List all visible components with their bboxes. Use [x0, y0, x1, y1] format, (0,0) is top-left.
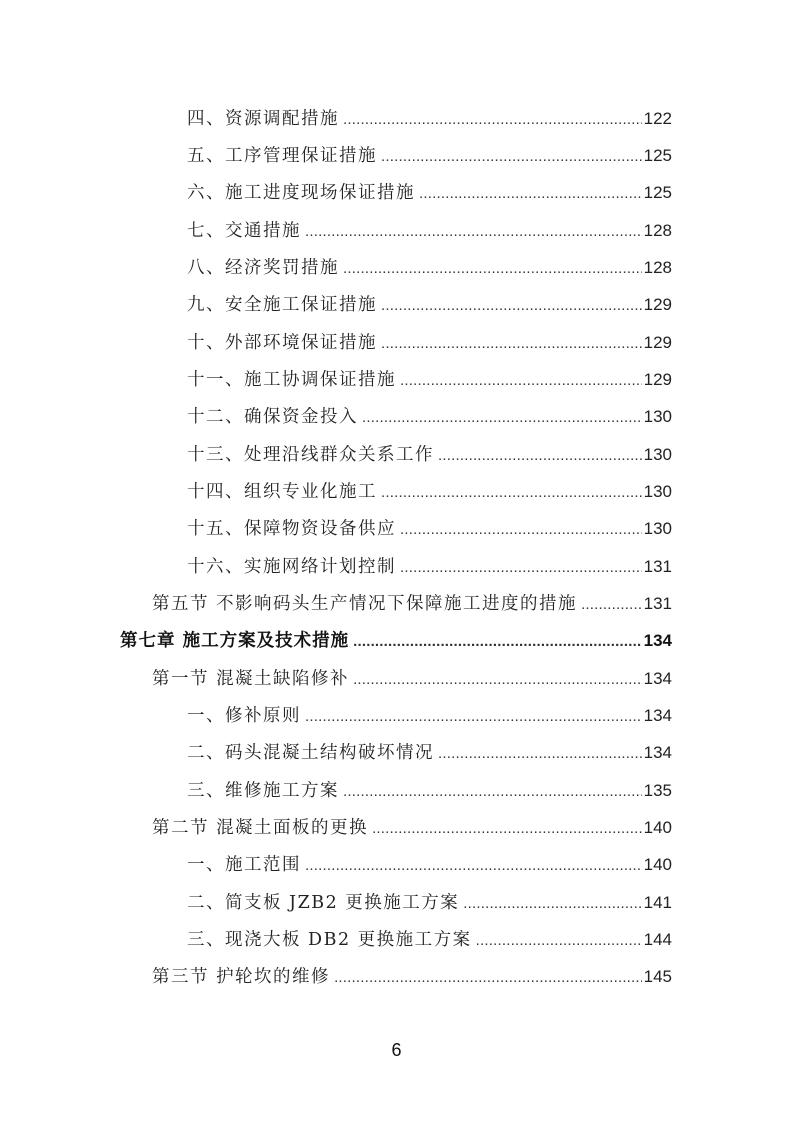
- toc-entry-title: 十五、保障物资设备供应: [187, 519, 396, 539]
- dot-leader: [362, 405, 642, 431]
- toc-entry[interactable]: [187, 927, 672, 953]
- toc-entry-page: 141: [643, 893, 672, 912]
- dot-leader: [381, 144, 642, 170]
- toc-section-entry[interactable]: [152, 964, 672, 990]
- toc-entry[interactable]: [187, 740, 672, 766]
- toc-entry-title: 第二节 混凝土面板的更换: [152, 818, 369, 838]
- dot-leader: [343, 107, 642, 133]
- toc-entry-page: 129: [643, 295, 672, 314]
- toc-entry-title: 二、码头混凝土结构破坏情况: [187, 743, 434, 763]
- toc-entry-page: 125: [643, 183, 672, 202]
- toc-section-entry[interactable]: [152, 815, 672, 841]
- toc-entry[interactable]: [187, 330, 672, 356]
- toc-entry[interactable]: [187, 218, 672, 244]
- toc-entry-page: 130: [643, 407, 672, 426]
- toc-entry-title: 六、施工进度现场保证措施: [187, 183, 415, 203]
- toc-entry-page: 131: [643, 557, 672, 576]
- dot-leader: [305, 853, 642, 879]
- toc-entry-page: 130: [643, 445, 672, 464]
- dot-leader: [305, 704, 642, 730]
- toc-entry-page: 128: [643, 221, 672, 240]
- toc-entry-title: 一、施工范围: [187, 855, 301, 875]
- toc-entry-title: 十二、确保资金投入: [187, 407, 358, 427]
- toc-entry-page: 134: [643, 669, 672, 688]
- toc-entry-title: 七、交通措施: [187, 221, 301, 241]
- dot-leader: [353, 667, 642, 693]
- toc-entry-title: 九、安全施工保证措施: [187, 295, 377, 315]
- toc-entry-title: 一、修补原则: [187, 706, 301, 726]
- toc-entry[interactable]: [187, 890, 672, 916]
- toc-entry-page: 134: [643, 631, 672, 650]
- toc-entry-title: 第一节 混凝土缺陷修补: [152, 669, 350, 689]
- toc-entry[interactable]: [187, 255, 672, 281]
- toc-entry-page: 131: [643, 594, 672, 613]
- toc-section-entry[interactable]: [152, 591, 672, 617]
- dot-leader: [419, 181, 642, 207]
- toc-entry[interactable]: [187, 778, 672, 804]
- page-number: 6: [391, 1040, 402, 1060]
- toc-entry[interactable]: [187, 554, 672, 580]
- dot-leader: [581, 592, 642, 618]
- toc-entry-title: 三、现浇大板 DB2 更换施工方案: [187, 930, 472, 950]
- toc-entry-title: 十、外部环境保证措施: [187, 333, 377, 353]
- toc-entry-page: 135: [643, 781, 672, 800]
- toc-entry-title: 第五节 不影响码头生产情况下保障施工进度的措施: [152, 594, 578, 614]
- toc-entry[interactable]: [187, 106, 672, 132]
- toc-entry-title: 二、简支板 JZB2 更换施工方案: [187, 893, 460, 913]
- dot-leader: [438, 741, 642, 767]
- dot-leader: [463, 891, 641, 917]
- dot-leader: [400, 517, 642, 543]
- dot-leader: [343, 779, 642, 805]
- toc-entry-page: 128: [643, 258, 672, 277]
- toc-entry-title: 十六、实施网络计划控制: [187, 557, 396, 577]
- toc-entry-page: 122: [643, 109, 672, 128]
- dot-leader: [372, 816, 642, 842]
- toc-entry-title: 八、经济奖罚措施: [187, 258, 339, 278]
- toc-entry[interactable]: [187, 703, 672, 729]
- toc-entry[interactable]: [187, 180, 672, 206]
- toc-entry[interactable]: [187, 852, 672, 878]
- toc-chapter-entry[interactable]: [120, 628, 672, 654]
- toc-entry[interactable]: [187, 292, 672, 318]
- dot-leader: [381, 331, 642, 357]
- dot-leader: [381, 480, 642, 506]
- toc-entry-page: 125: [643, 146, 672, 165]
- toc-entry[interactable]: [187, 404, 672, 430]
- toc-entry-page: 130: [643, 482, 672, 501]
- toc-entry-title: 十一、施工协调保证措施: [187, 370, 396, 390]
- dot-leader: [400, 555, 642, 581]
- toc-entry-page: 145: [643, 967, 672, 986]
- toc-entry[interactable]: [187, 479, 672, 505]
- toc-entry-page: 129: [643, 370, 672, 389]
- toc-entry-title: 三、维修施工方案: [187, 781, 339, 801]
- dot-leader: [476, 928, 642, 954]
- toc-entry-page: 140: [643, 818, 672, 837]
- dot-leader: [400, 368, 642, 394]
- toc-entry[interactable]: [187, 442, 672, 468]
- dot-leader: [305, 219, 642, 245]
- toc-entry-title: 十三、处理沿线群众关系工作: [187, 445, 434, 465]
- toc-entry-page: 144: [643, 930, 672, 949]
- toc-entry-page: 134: [643, 706, 672, 725]
- dot-leader: [381, 293, 642, 319]
- toc-entry-title: 五、工序管理保证措施: [187, 146, 377, 166]
- dot-leader: [343, 256, 642, 282]
- toc-entry[interactable]: [187, 143, 672, 169]
- toc-section-entry[interactable]: [152, 666, 672, 692]
- toc-entry-title: 四、资源调配措施: [187, 109, 339, 129]
- toc-entry[interactable]: [187, 367, 672, 393]
- toc-entry-title: 第七章 施工方案及技术措施: [120, 631, 350, 651]
- toc-entry-page: 134: [643, 743, 672, 762]
- toc-entry-title: 十四、组织专业化施工: [187, 482, 377, 502]
- dot-leader: [334, 965, 642, 991]
- toc-entry[interactable]: [187, 516, 672, 542]
- dot-leader: [438, 443, 642, 469]
- toc-entry-title: 第三节 护轮坎的维修: [152, 967, 331, 987]
- dot-leader: [353, 629, 642, 655]
- toc-entry-page: 140: [643, 855, 672, 874]
- toc-entry-page: 129: [643, 333, 672, 352]
- toc-entry-page: 130: [643, 519, 672, 538]
